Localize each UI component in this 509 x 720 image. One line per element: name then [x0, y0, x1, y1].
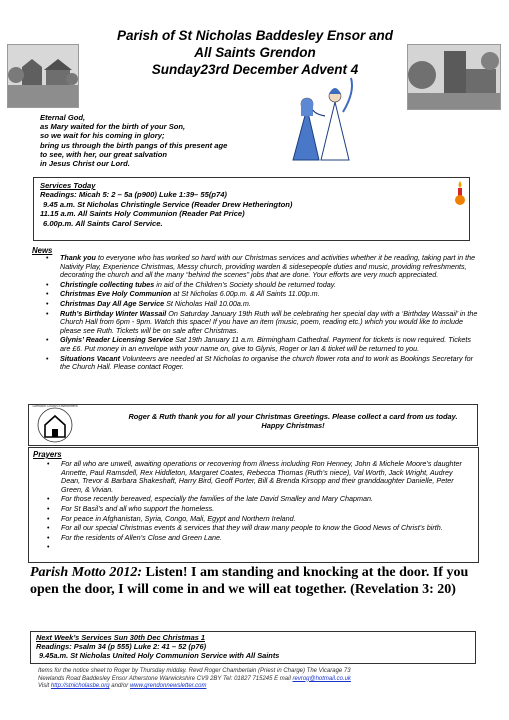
services-today-heading: Services Today — [40, 181, 96, 190]
news-item-text: in aid of the Children’s Society should be returned today. — [154, 279, 336, 289]
news-item-title: Glynis’ Reader Licensing Service — [60, 335, 174, 345]
services-today-readings: Readings: Micah 5: 2 – 5a (p900) Luke 1:39– 55(p74) — [40, 190, 227, 200]
prayers-heading: Prayers — [33, 450, 62, 459]
news-item-text: Sat 19th January 11 a.m. Birmingham Cathedral. Payment for tickets is now required. Tickets are £6. Put money in an envelope with your name on, give to Glynis, Roger or Ian & ticket will be returned to you. — [60, 335, 472, 353]
news-item-text: at St Nicholas 6.00p.m. & All Saints 11.00p.m. — [171, 289, 320, 299]
news-item-title: Christmas Day All Age Service — [60, 298, 165, 308]
news-item-title: Situations Vacant — [60, 353, 121, 363]
title-line-1: Parish of St Nicholas Baddesley Ensor and — [116, 28, 394, 43]
prayer-line: so we wait for his coming in glory; — [40, 131, 165, 141]
next-week-heading: Next Week’s Services Sun 30th Dec Christmas 1 — [36, 633, 205, 642]
motto-lead: Parish Motto 2012: — [30, 565, 143, 580]
news-item — [60, 355, 478, 372]
prayer-line: in Jesus Christ our Lord. — [40, 159, 130, 169]
prayer-item — [61, 543, 473, 551]
prayer-item: • For peace in Afghanistan, Syria, Congo, Mali, Egypt and Northern Ireland. — [61, 515, 473, 524]
footer-line-1: Items for the notice sheet to Roger by Thursday midday. Revd Roger Chamberlain (Priest in Charge) The Vicarage 73 — [38, 668, 351, 674]
news-item-text: to everyone who has worked so hard with our Christmas services and activities whether it be reading, taking part in the Nativity Play, Experience Christmas, Messy church, providing warden & sidesepeople duties and music, providing refreshments, decorating the church and all the many “behind the scenes” jobs that are done. Your efforts are very much appreciated. — [60, 253, 476, 280]
next-week-service-line: 9.45a.m. St Nicholas United Holy Communion Service with All Saints — [39, 650, 280, 660]
greeting-text — [118, 412, 468, 430]
page-title — [60, 27, 450, 78]
service-line: 11.15 a.m. All Saints Holy Communion (Reader Pat Price) — [40, 209, 245, 219]
parish-motto — [30, 565, 482, 598]
news-heading: News — [32, 246, 53, 255]
news-item-text: Volunteers are needed at St Nicholas to organise the church flower rota and to work as Bookings Secretary for the Church Hall. Please contact Roger. — [60, 353, 473, 372]
opening-prayer — [40, 113, 227, 168]
prayer-line: Eternal God, — [40, 113, 86, 122]
service-line: 6.00p.m. All Saints Carol Service. — [43, 218, 163, 228]
news-section — [32, 254, 478, 373]
prayer-line: as Mary waited for the birth of your Son, — [40, 122, 186, 132]
prayer-item: • For St Basil’s and all who support the homeless. — [61, 505, 473, 514]
prayer-item: • For those recently bereaved, especially the families of the late David Smalley and Mary Chapman. — [61, 495, 473, 504]
title-line-2: All Saints Grendon — [194, 45, 316, 60]
prayers-section — [33, 460, 473, 552]
news-item — [60, 281, 478, 290]
next-week-readings: Readings: Psalm 34 (p 555) Luke 2: 41 – 52 (p76) — [36, 641, 207, 651]
footer-line-2 — [38, 676, 478, 684]
motto-text: Listen! I am standing and knocking at the door. If you open the door, I will come in and we will eat together. (Revelation 3: 20) — [30, 565, 469, 597]
title-line-3: Sunday23rd December Advent 4 — [151, 62, 359, 77]
footer-and: and/or — [109, 683, 130, 689]
email-link[interactable]: revrog@hotmail.co.uk — [292, 675, 351, 682]
news-item — [60, 300, 478, 309]
news-item-title: Thank you — [60, 253, 96, 262]
prayer-line: bring us through the birth pangs of this present age — [40, 140, 228, 150]
footer-line-3 — [38, 683, 478, 691]
prayer-item: • For all who are unwell, awaiting operations or recovering from illness including Ron Henney, John & Michele Moore’s daughter Annette, Paul Ramsdell, Rex Hiddleton, Margaret Coates, Rebecca Thomas (Ruth’s niece), Val Worth, Jack Wright, Audrey Dean, Trevor & Barbara Shakeshaft, Harry Bird, Geoff Porter, Bill & Brenda Kirsopp and their granddaughter Danielle, Peter Green, & Vivian. — [61, 460, 473, 494]
prayer-item: • For the residents of Allen’s Close and Green Lane. — [61, 534, 473, 543]
prayer-item: • For all our special Christmas events & services that they will draw many people to know the Good News of Christ’s birth. — [61, 524, 473, 533]
website-link-grendon[interactable]: www.grendonnewsletter.com — [129, 683, 207, 689]
logo-text: Grendon Church Environment — [32, 404, 78, 408]
next-week-services-box — [30, 631, 476, 664]
annunciation-illustration — [285, 72, 357, 164]
website-link-stnicholas[interactable]: http://stnicholasbe.org — [50, 683, 110, 689]
news-item-text: On Saturday January 19th Ruth will be celebrating her special day with a ‘Birthday Wassail’ in the Church Hall from 6pm - 9pm. Watch this space! If you have an item (music, poem, reading etc.) which you would like to include please see Ruth. Tickets will be on sale after Christmas. — [60, 308, 478, 335]
grendon-church-logo — [31, 405, 79, 445]
news-item-title: Ruth’s Birthday Winter Wassail — [60, 308, 167, 318]
greeting-line: Happy Christmas! — [261, 421, 325, 430]
christingle-candle-icon — [452, 181, 468, 205]
prayer-line: to see, with her, our great salvation — [40, 149, 168, 159]
news-item — [60, 254, 478, 280]
services-today-box — [33, 177, 470, 241]
greeting-line: Roger & Ruth thank you for all your Christmas Greetings. Please collect a card from us today. — [128, 412, 458, 421]
news-item — [60, 310, 478, 336]
footer-visit: Visit — [38, 683, 51, 689]
news-item-title: Christmas Eve Holy Communion — [60, 289, 172, 299]
service-line: 9.45 a.m. St Nicholas Christingle Service (Reader Drew Hetherington) — [43, 199, 293, 209]
news-item — [60, 336, 478, 353]
footer — [38, 668, 478, 691]
news-item — [60, 290, 478, 299]
news-item-title: Christingle collecting tubes — [60, 279, 155, 289]
footer-address: Newlands Road Baddesley Ensor Atherstone Warwickshire CV9 2BY Tel: 01827 715245 E mail — [38, 675, 293, 682]
news-item-text: St Nicholas Hall 10.00a.m. — [164, 298, 251, 308]
